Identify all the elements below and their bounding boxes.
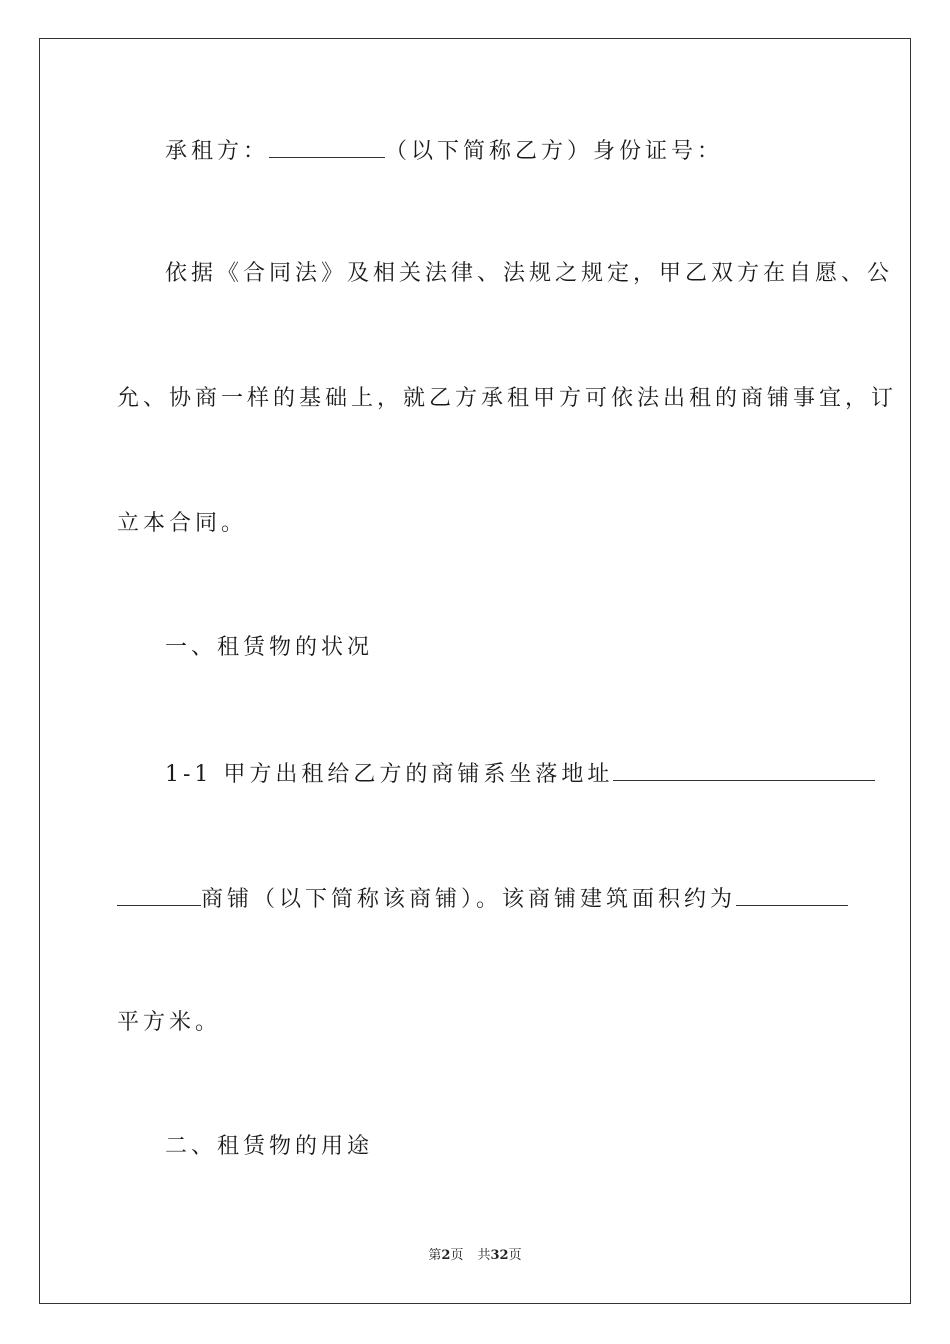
address-blank[interactable] xyxy=(613,758,875,781)
lessee-label: 承租方： xyxy=(165,139,270,164)
page-mid: 页 xyxy=(450,1248,464,1263)
page-number: 2 xyxy=(441,1248,451,1263)
area-blank[interactable] xyxy=(736,883,848,906)
total-suffix: 页 xyxy=(508,1248,522,1263)
page-footer xyxy=(0,1247,950,1265)
basis-line-3: 立本合同。 xyxy=(117,511,248,536)
address-blank-continued[interactable] xyxy=(117,883,201,906)
lessee-name-blank[interactable] xyxy=(269,135,385,158)
page-prefix: 第 xyxy=(428,1248,442,1263)
clause-1-1-line-1 xyxy=(165,758,875,790)
clause-1-1-prefix: 1-1 甲方出租给乙方的商铺系坐落地址 xyxy=(165,762,614,787)
section-2-heading: 二、租赁物的用途 xyxy=(165,1134,374,1159)
clause-1-1-line-2 xyxy=(117,883,848,915)
total-prefix: 共 xyxy=(477,1248,491,1263)
page-frame xyxy=(39,38,911,1304)
clause-1-1-end: 平方米。 xyxy=(117,1010,222,1035)
lessee-line xyxy=(165,135,723,167)
total-pages: 32 xyxy=(490,1248,509,1263)
basis-line-1: 依据《合同法》及相关法律、法规之规定，甲乙双方在自愿、公 xyxy=(165,261,894,286)
basis-line-2: 允、协商一样的基础上，就乙方承租甲方可依法出租的商铺事宜，订 xyxy=(117,386,898,411)
section-1-heading: 一、租赁物的状况 xyxy=(165,635,374,660)
lessee-suffix: （以下简称乙方）身份证号： xyxy=(385,139,724,164)
clause-1-1-mid: 商铺（以下简称该商铺）。该商铺建筑面积约为 xyxy=(201,887,737,912)
